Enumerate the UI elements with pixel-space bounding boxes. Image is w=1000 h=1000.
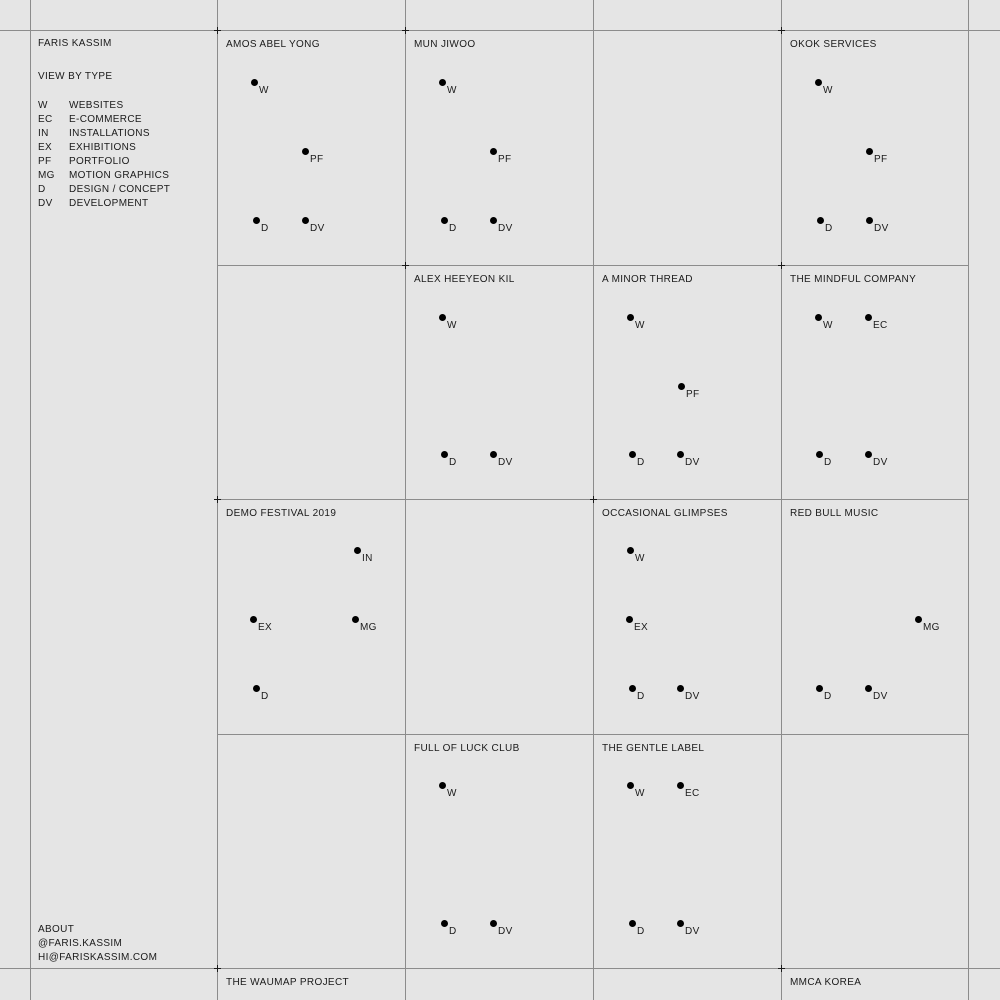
marker-dot — [677, 920, 684, 927]
marker-dot — [678, 383, 685, 390]
type-name: MOTION GRAPHICS — [69, 170, 170, 181]
marker-dot — [250, 616, 257, 623]
marker-dot — [629, 451, 636, 458]
marker-label: D — [637, 926, 645, 937]
marker-dot — [815, 314, 822, 321]
marker-label: MG — [360, 622, 377, 633]
type-filter-design-concept[interactable] — [38, 184, 170, 198]
type-name: E-COMMERCE — [69, 114, 142, 125]
project-card[interactable] — [218, 969, 405, 1000]
marker-label: W — [259, 85, 269, 96]
marker-dot — [865, 314, 872, 321]
project-card[interactable] — [594, 266, 781, 499]
project-title: FULL OF LUCK CLUB — [414, 743, 520, 754]
type-name: DESIGN / CONCEPT — [69, 184, 171, 195]
project-title: THE WAUMAP PROJECT — [226, 977, 349, 988]
marker-label: D — [261, 691, 269, 702]
marker-label: PF — [874, 154, 888, 165]
project-card[interactable] — [782, 31, 968, 265]
project-card[interactable] — [218, 500, 405, 734]
type-code: EC — [38, 114, 53, 125]
marker-dot — [354, 547, 361, 554]
type-filter-e-commerce[interactable] — [38, 114, 170, 128]
marker-dot — [629, 685, 636, 692]
marker-label: D — [637, 457, 645, 468]
marker-dot — [251, 79, 258, 86]
marker-dot — [439, 314, 446, 321]
marker-label: DV — [685, 691, 700, 702]
marker-label: DV — [873, 691, 888, 702]
type-code: PF — [38, 156, 52, 167]
marker-label: DV — [310, 223, 325, 234]
type-name: INSTALLATIONS — [69, 128, 150, 139]
marker-dot — [490, 920, 497, 927]
project-title: THE GENTLE LABEL — [602, 743, 705, 754]
marker-label: D — [261, 223, 269, 234]
project-card[interactable] — [406, 735, 593, 968]
marker-label: W — [447, 320, 457, 331]
marker-label: DV — [873, 457, 888, 468]
project-title: A MINOR THREAD — [602, 274, 693, 285]
marker-dot — [490, 451, 497, 458]
sidebar — [38, 0, 213, 1000]
project-card[interactable] — [406, 31, 593, 265]
email-link[interactable]: HI@FARISKASSIM.COM — [38, 952, 158, 963]
marker-dot — [816, 685, 823, 692]
project-card[interactable] — [782, 969, 968, 1000]
marker-label: W — [447, 788, 457, 799]
marker-dot — [253, 217, 260, 224]
marker-dot — [866, 217, 873, 224]
project-card[interactable] — [782, 266, 968, 499]
marker-dot — [302, 148, 309, 155]
type-filter-portfolio[interactable] — [38, 156, 170, 170]
marker-label: DV — [498, 223, 513, 234]
marker-dot — [439, 782, 446, 789]
marker-label: D — [637, 691, 645, 702]
type-filter-exhibitions[interactable] — [38, 142, 170, 156]
type-filter-list — [38, 100, 170, 212]
type-filter-development[interactable] — [38, 198, 170, 212]
marker-label: D — [824, 457, 832, 468]
type-filter-installations[interactable] — [38, 128, 170, 142]
project-title: THE MINDFUL COMPANY — [790, 274, 917, 285]
marker-dot — [352, 616, 359, 623]
marker-dot — [815, 79, 822, 86]
marker-dot — [677, 451, 684, 458]
type-name: WEBSITES — [69, 100, 124, 111]
project-title: AMOS ABEL YONG — [226, 39, 320, 50]
marker-dot — [627, 314, 634, 321]
marker-dot — [677, 685, 684, 692]
marker-dot — [677, 782, 684, 789]
marker-label: D — [449, 926, 457, 937]
type-filter-motion-graphics[interactable] — [38, 170, 170, 184]
grid-line — [217, 734, 969, 735]
marker-label: MG — [923, 622, 940, 633]
marker-dot — [817, 217, 824, 224]
project-title: ALEX HEEYEON KIL — [414, 274, 515, 285]
type-code: IN — [38, 128, 49, 139]
marker-dot — [816, 451, 823, 458]
marker-dot — [627, 782, 634, 789]
marker-label: EX — [634, 622, 649, 633]
marker-label: DV — [498, 926, 513, 937]
marker-dot — [441, 217, 448, 224]
project-card[interactable] — [594, 735, 781, 968]
marker-label: PF — [686, 389, 700, 400]
project-title: MMCA KOREA — [790, 977, 862, 988]
type-filter-websites[interactable] — [38, 100, 170, 114]
marker-dot — [490, 217, 497, 224]
type-code: DV — [38, 198, 53, 209]
marker-dot — [441, 920, 448, 927]
marker-label: DV — [685, 926, 700, 937]
about-block — [38, 924, 157, 966]
instagram-link[interactable]: @FARIS.KASSIM — [38, 938, 123, 949]
type-name: PORTFOLIO — [69, 156, 130, 167]
view-by-type-heading: VIEW BY TYPE — [38, 71, 113, 82]
marker-label: D — [824, 691, 832, 702]
site-title[interactable]: FARIS KASSIM — [38, 38, 112, 49]
type-code: D — [38, 184, 46, 195]
marker-label: W — [635, 788, 645, 799]
marker-label: DV — [498, 457, 513, 468]
marker-label: W — [823, 85, 833, 96]
marker-label: W — [635, 553, 645, 564]
grid-line — [968, 0, 969, 1000]
marker-label: PF — [310, 154, 324, 165]
marker-label: D — [825, 223, 833, 234]
about-link[interactable]: ABOUT — [38, 924, 75, 935]
marker-dot — [865, 451, 872, 458]
marker-label: EC — [685, 788, 700, 799]
type-code: MG — [38, 170, 55, 181]
marker-dot — [626, 616, 633, 623]
marker-label: D — [449, 457, 457, 468]
marker-label: IN — [362, 553, 373, 564]
marker-dot — [253, 685, 260, 692]
marker-dot — [302, 217, 309, 224]
type-name: DEVELOPMENT — [69, 198, 149, 209]
marker-label: EC — [873, 320, 888, 331]
project-title: DEMO FESTIVAL 2019 — [226, 508, 337, 519]
project-card[interactable] — [218, 31, 405, 265]
marker-label: W — [447, 85, 457, 96]
project-title: OKOK SERVICES — [790, 39, 877, 50]
project-title: MUN JIWOO — [414, 39, 476, 50]
project-title: RED BULL MUSIC — [790, 508, 879, 519]
marker-dot — [865, 685, 872, 692]
marker-dot — [441, 451, 448, 458]
project-title: OCCASIONAL GLIMPSES — [602, 508, 728, 519]
marker-label: D — [449, 223, 457, 234]
marker-label: EX — [258, 622, 273, 633]
marker-dot — [866, 148, 873, 155]
type-code: W — [38, 100, 48, 111]
project-card[interactable] — [594, 500, 781, 734]
type-code: EX — [38, 142, 53, 153]
marker-label: W — [823, 320, 833, 331]
marker-dot — [627, 547, 634, 554]
marker-label: DV — [874, 223, 889, 234]
project-card[interactable] — [406, 266, 593, 499]
project-card[interactable] — [782, 500, 968, 734]
marker-dot — [490, 148, 497, 155]
type-name: EXHIBITIONS — [69, 142, 137, 153]
marker-label: DV — [685, 457, 700, 468]
grid-line — [30, 0, 31, 1000]
marker-label: W — [635, 320, 645, 331]
marker-label: PF — [498, 154, 512, 165]
marker-dot — [629, 920, 636, 927]
marker-dot — [915, 616, 922, 623]
marker-dot — [439, 79, 446, 86]
